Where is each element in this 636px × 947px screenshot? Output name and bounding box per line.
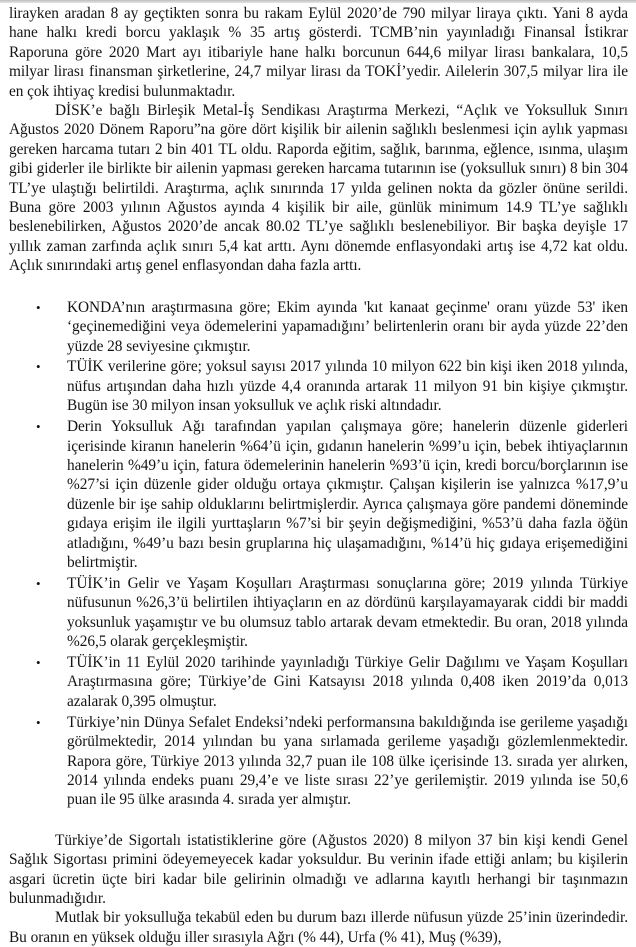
list-item-gini — [9, 653, 628, 711]
list-item-text: TÜİK’in Gelir ve Yaşam Koşulları Araştırması sonuçlarına göre; 2019 yılında Türkiye nüfusunun %26,3’ü belirtilen ihtiyaçların en az dördünü karşılayamayarak ciddi bir maddi yoksunluk yaşamıştır ve bu olumsuz tablo artarak devam etmektedir. Bu oran, 2018 yılında %26,5 olarak gerçekleşmiştir. — [67, 574, 628, 651]
scan-top-edge — [0, 0, 636, 3]
bullet-icon: • — [36, 575, 41, 591]
paragraph-health-insurance: Türkiye’de Sigortalı istatistiklerine göre (Ağustos 2020) 8 milyon 37 bin kişi kendi Genel Sağlık Sigortası primini ödeyemeyecek kadar yoksuldur. Bu verinin ifade ettiği anlam; bu kişilerin asgari ücretin üçte biri kadar bile gelirinin olmadığı ve adlarına kayıtlı herhangi bir taşınmazın bulunmadığıdır. — [9, 831, 628, 907]
list-item-tuik-deprivation — [9, 574, 628, 652]
bullet-icon: • — [36, 359, 41, 375]
bullet-icon: • — [36, 655, 41, 670]
list-item-text: KONDA’nın araştırmasına göre; Ekim ayında 'kıt kanaat geçinme' oranı yüzde 53' iken ‘geçinemediğini veya ödemelerini yapamadığını’ belirtenlerin oranı bir ayda yüzde 22’den yüzde 28 seviyesine çıkmıştır. — [67, 298, 628, 355]
list-item-text: Türkiye’nin Dünya Sefalet Endeksi’ndeki performansına bakıldığında ise gerileme yaşadığı görülmektedir, 2014 yılından bu yana sırlamada gerileme yaşadığı gözlemlenmektedir. Rapora göre, Türkiye 2013 yılında 32,7 puan ile 108 ülke içerisinde 13. sırada yer alırken, 2014 yılında endeks puanı 29,4’e ve liste sırası 22’ye gerilemiştir. 2019 yılında ise 50,6 puan ile 95 ülke arasında 4. sırada yer almıştır. — [67, 713, 628, 809]
bullet-icon: • — [36, 714, 41, 730]
bullet-icon: • — [36, 419, 41, 435]
list-item-text: TÜİK verilerine göre; yoksul sayısı 2017 yılında 10 milyon 622 bin kişi iken 2018 yılında, nüfus artışından daha hızlı yüzde 4,4 oranında artarak 11 milyon 91 bin kişiye çıkmıştır. Bugün ise 30 milyon insan yoksulluk ve açlık riski altındadır. — [67, 358, 628, 415]
paragraph-household-debt: lirayken aradan 8 ay geçtikten sonra bu rakam Eylül 2020’de 790 milyar liraya çıktı. Yani 8 ayda hane halkı kredi borcu yaklaşık % 35 artış gösterdi. TCMB’nin yayınladığı Finansal İstikrar Raporuna göre 2020 Mart ayı itibariyle hane halkı borcunun 644,6 milyar lirası bankalara, 10,5 milyar lirası finansman şirketlerine, 24,7 milyar lirası da TOKİ’yedir. Ailelerin 307,5 milyar lira ile en çok ihtiyaç kredisi bulunmaktadır. — [9, 5, 628, 100]
list-item-tuik-poor-count — [9, 357, 628, 415]
list-item-misery-index — [9, 713, 628, 810]
poverty-statistics-list — [9, 298, 628, 810]
list-item-text: Derin Yoksulluk Ağı tarafından yapılan çalışmaya göre; hanelerin düzenle giderleri içerisinde kiranın hanelerin %64’ü için, gıdanın hanelerin %99’u için, bebek ihtiyaçlarının hanelerin %49’u için, fatura ödemelerinin hanelerin %93’ü için, kredi borcu/borçlarının ise %27’si için düzenle gider olduğu ortaya çıkmıştır. Çalışan kişilerin ise yalnızca %17,9’u düzenle bir işe sahip olduklarını belirtmişlerdir. Ayrıca çalışmaya göre pandemi döneminde gıdaya erişim ile ilgili yurttaşların %7’si bir şeyin değişmediğini, %53’ü daha fazla öğün atladığını, %49’u bazı besin gruplarına hiç ulaşamadığını, %14’ü hiç gıdaya erişemediğini belirtmiştir. — [67, 418, 628, 571]
list-item-konda — [9, 298, 628, 356]
list-item-deep-poverty-network — [9, 417, 628, 572]
list-item-text: TÜİK’in 11 Eylül 2020 tarihinde yayınladığı Türkiye Gelir Dağılımı ve Yaşam Koşulları Araştırmasına göre; Türkiye’de Gini Katsayısı 2018 yılında 0,408 iken 2019’da 0,013 azalarak 0,395 olmuştur. — [67, 654, 628, 710]
paragraph-disk-hunger-line: DİSK’e bağlı Birleşik Metal-İş Sendikası Araştırma Merkezi, “Açlık ve Yoksulluk Sınırı Ağustos 2020 Dönem Raporu”na göre dört kişilik bir ailenin sağlıklı beslenmesi için aylık yapması gereken harcama tutarı 2 bin 401 TL oldu. Raporda eğitim, sağlık, barınma, eğlence, ısınma, ulaşım gibi giderler ile birlikte bir ailenin yapması gereken harcama tutarının ise (yoksulluk sınırı) 8 bin 304 TL’ye ulaştığı belirtildi. Araştırma, açlık sınırında 17 yılda gelinen nokta da gözler önüne serildi. Buna göre 2003 yılının Ağustos ayında 4 kişilik bir aile, günlük minimum 14.9 TL’ye sağlıklı beslenebilirken, Ağustos 2020’de ancak 80.02 TL’ye sağlıklı beslenebiliyor. Bir başka deyişle 17 yıllık zaman zarfında açlık sınırı 5,4 kat arttı. Aynı dönemde enflasyondaki artış ise 4,72 kat oldu. Açlık sınırındaki artış genel enflasyondan daha fazla arttı. — [9, 102, 628, 275]
document-page — [9, 4, 628, 947]
paragraph-provinces: Mutlak bir yoksulluğa tekabül eden bu durum bazı illerde nüfusun yüzde 25’inin üzerindedir. Bu oranın en yüksek olduğu iller sırasıyla Ağrı (% 44), Urfa (% 41), Muş (%39), — [9, 909, 628, 946]
bullet-icon: • — [36, 299, 41, 315]
